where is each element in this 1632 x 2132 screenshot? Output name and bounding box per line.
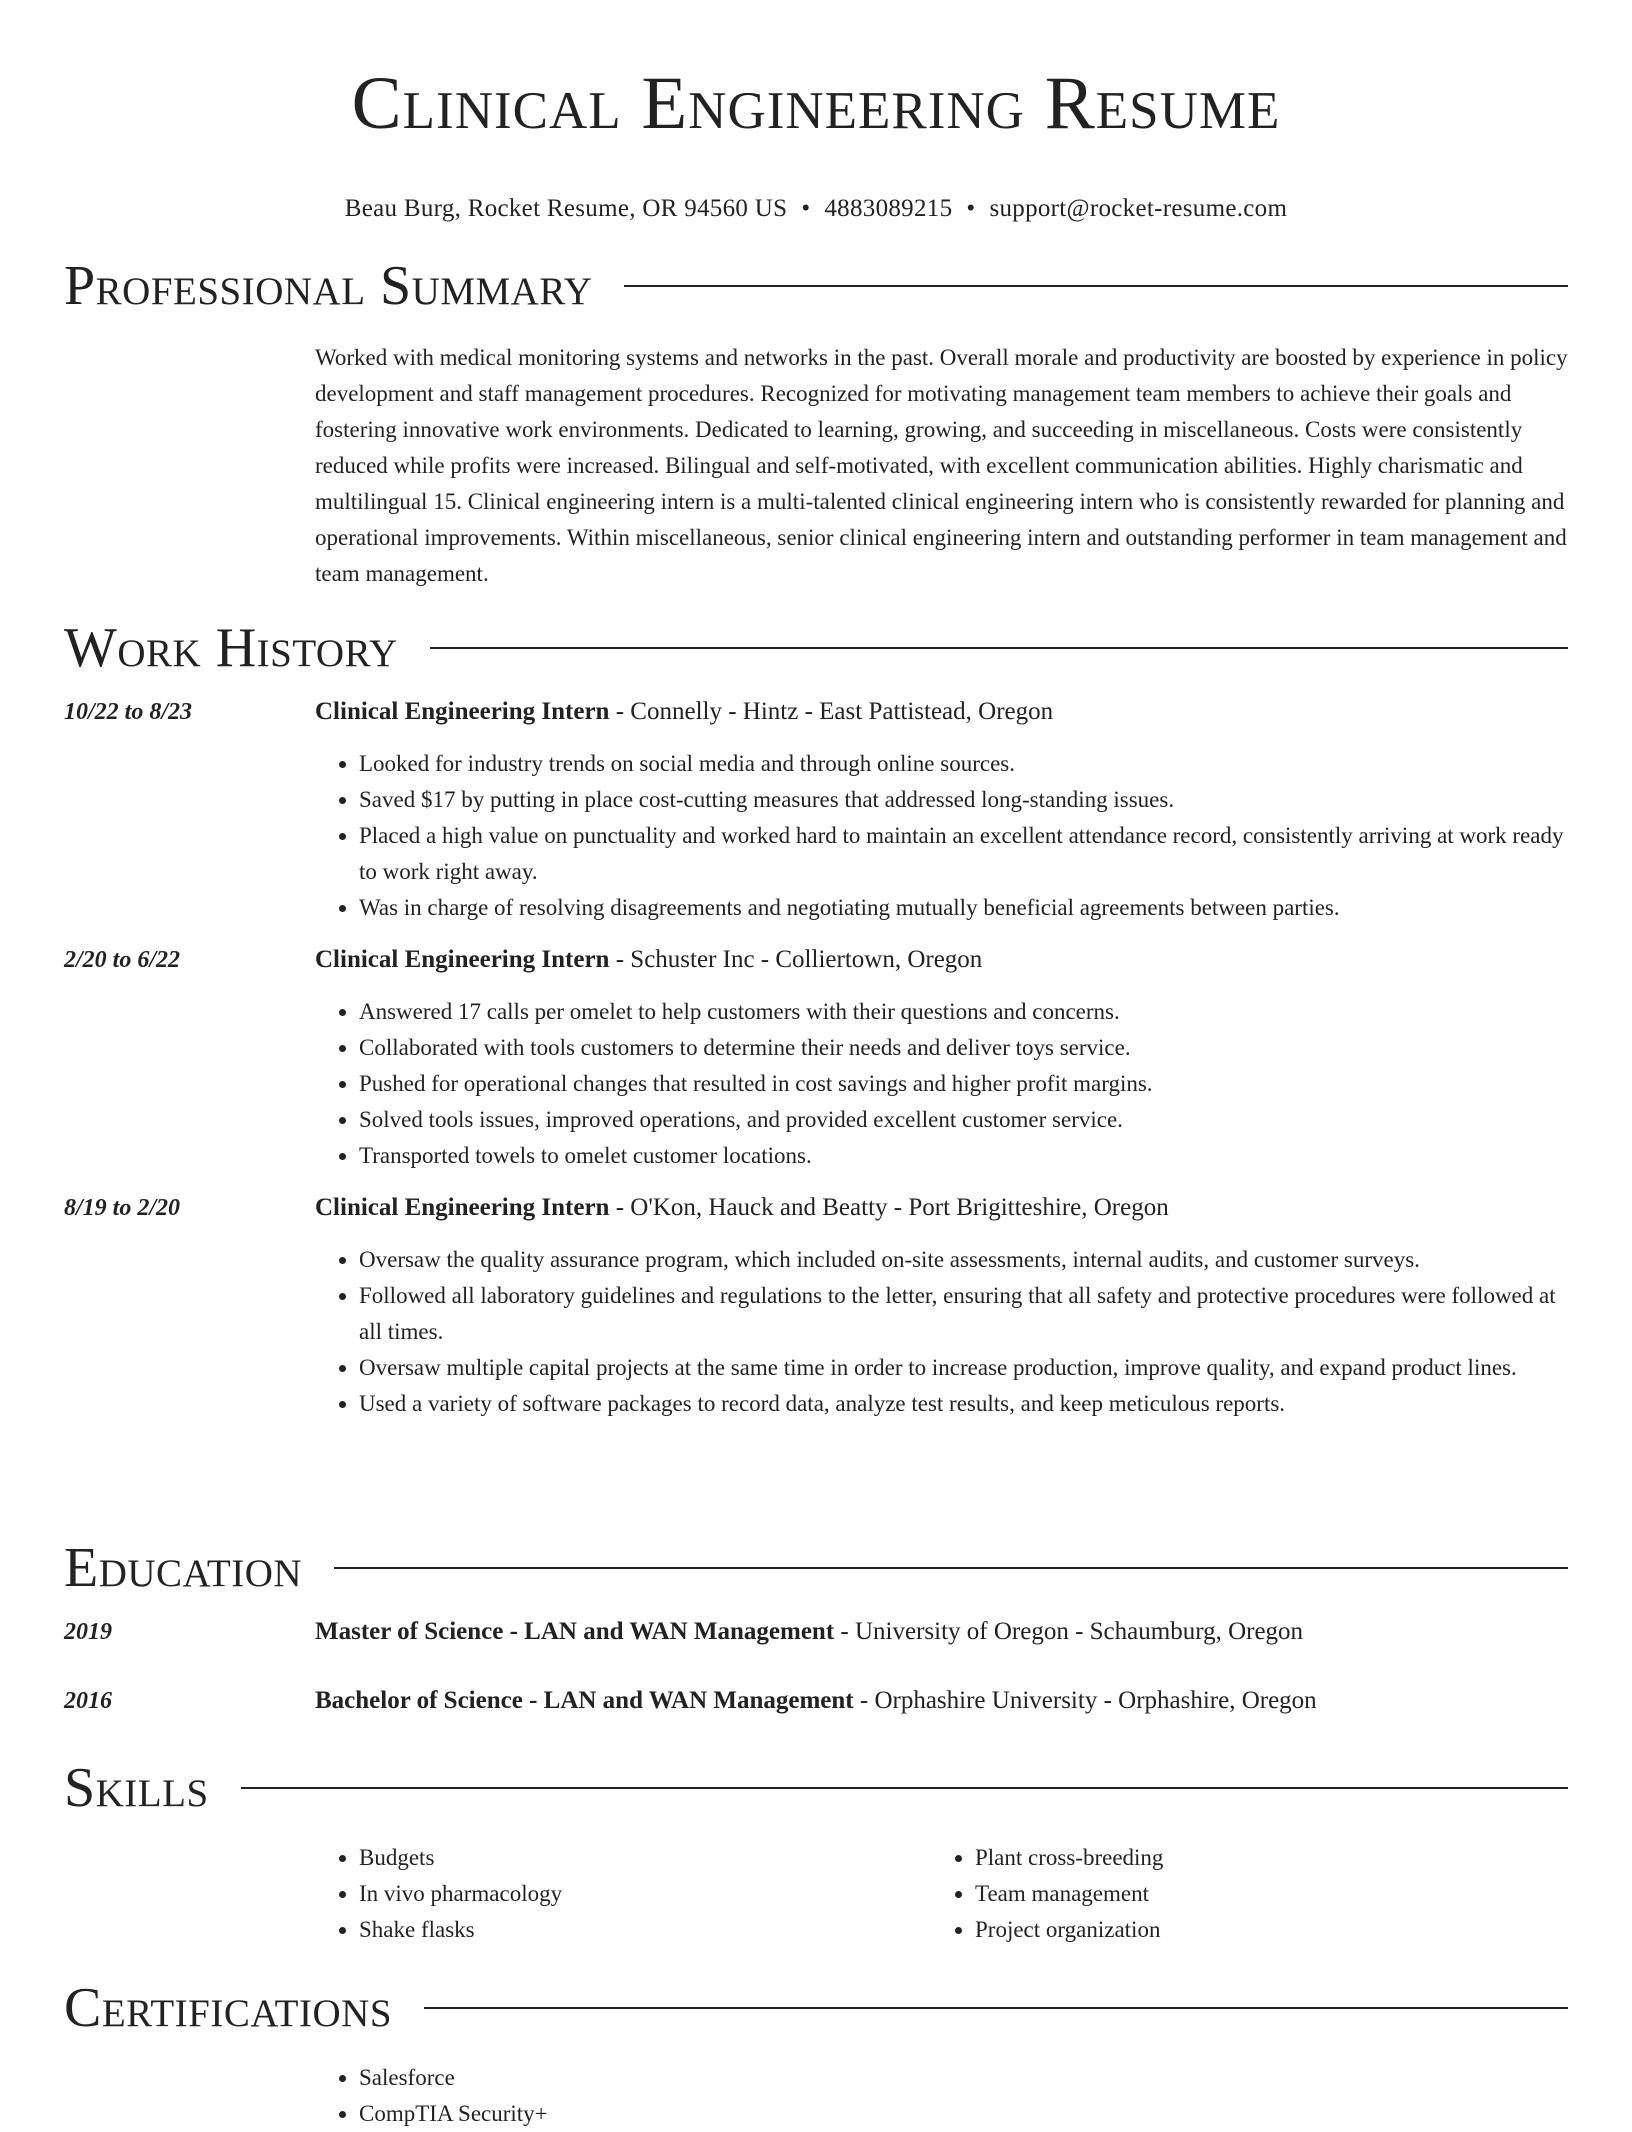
list-item: • Oversaw the quality assurance program, which included on-site assessments, internal audits, and customer surveys. xyxy=(359,1242,1568,1278)
degree-name: Bachelor of Science - LAN and WAN Management xyxy=(315,1687,854,1714)
list-item: • Saved $17 by putting in place cost-cutting measures that addressed long-standing issues. xyxy=(359,782,1568,818)
list-item: • Was in charge of resolving disagreements and negotiating mutually beneficial agreements between parties. xyxy=(359,890,1568,926)
skills-section xyxy=(64,1758,1568,1948)
skills-column-right xyxy=(931,1840,1547,1948)
education-entry xyxy=(64,1614,1568,1650)
job-dates: 8/19 to 2/20 xyxy=(64,1195,181,1221)
section-title: Skills xyxy=(64,1757,209,1819)
list-item: • Collaborated with tools customers to determine their needs and deliver toys service. xyxy=(359,1030,1568,1066)
job-heading xyxy=(315,942,1568,978)
section-divider xyxy=(241,1787,1568,1789)
list-item: • CompTIA Security+ xyxy=(359,2096,1568,2132)
list-item: • Used a variety of software packages to record data, analyze test results, and keep meticulous reports. xyxy=(359,1386,1568,1422)
list-item: • Oversaw multiple capital projects at the same time in order to increase production, improve quality, and expand product lines. xyxy=(359,1350,1568,1386)
job-entry xyxy=(64,1190,1568,1422)
job-details: - Schuster Inc - Colliertown, Oregon xyxy=(609,946,983,973)
degree-name: Master of Science - LAN and WAN Management xyxy=(315,1618,835,1645)
job-entry xyxy=(64,694,1568,926)
list-item: • Solved tools issues, improved operations, and provided excellent customer service. xyxy=(359,1102,1568,1138)
education-details: - Orphashire University - Orphashire, Oregon xyxy=(853,1687,1317,1714)
section-title: Work History xyxy=(64,617,398,679)
list-item: • Followed all laboratory guidelines and regulations to the letter, ensuring that all safety and protective procedures were followed at all times. xyxy=(359,1278,1568,1350)
job-title: Clinical Engineering Intern xyxy=(315,698,610,725)
education-entry xyxy=(64,1683,1568,1719)
list-item: • Team management xyxy=(975,1876,1547,1912)
list-item: • Transported towels to omelet customer locations. xyxy=(359,1138,1568,1174)
skills-column-left xyxy=(315,1840,931,1948)
section-header xyxy=(64,256,1568,316)
education-details: - University of Oregon - Schaumburg, Oregon xyxy=(834,1618,1304,1645)
list-item: • Placed a high value on punctuality and worked hard to maintain an excellent attendance record, consistently arriving at work ready to work right away. xyxy=(359,818,1568,890)
list-item: • Answered 17 calls per omelet to help customers with their questions and concerns. xyxy=(359,994,1568,1030)
contact-address: Beau Burg, Rocket Resume, OR 94560 US xyxy=(344,195,788,222)
section-title: Education xyxy=(64,1537,303,1599)
job-bullets xyxy=(315,994,1568,1174)
section-divider xyxy=(624,285,1568,287)
section-divider xyxy=(424,2007,1568,2009)
job-details: - Connelly - Hintz - East Pattistead, Oregon xyxy=(609,698,1054,725)
section-title: Certifications xyxy=(64,1977,393,2039)
education-year: 2019 xyxy=(64,1619,112,1645)
job-title: Clinical Engineering Intern xyxy=(315,1194,610,1221)
section-header xyxy=(64,618,1568,678)
list-item: • In vivo pharmacology xyxy=(359,1876,931,1912)
certification-list xyxy=(315,2060,1568,2132)
job-dates: 10/22 to 8/23 xyxy=(64,699,193,725)
job-details: - O'Kon, Hauck and Beatty - Port Brigitteshire, Oregon xyxy=(609,1194,1169,1221)
list-item: • Plant cross-breeding xyxy=(975,1840,1547,1876)
section-title: Professional Summary xyxy=(64,255,593,317)
education-heading xyxy=(315,1683,1568,1719)
job-heading xyxy=(315,694,1568,730)
contact-separator: • xyxy=(801,195,811,222)
job-title: Clinical Engineering Intern xyxy=(315,946,610,973)
list-item: • Pushed for operational changes that resulted in cost savings and higher profit margins. xyxy=(359,1066,1568,1102)
section-divider xyxy=(334,1567,1568,1569)
contact-phone: 4883089215 xyxy=(824,195,953,222)
section-header xyxy=(64,1538,1568,1598)
list-item: • Budgets xyxy=(359,1840,931,1876)
section-header xyxy=(64,1758,1568,1818)
summary-section xyxy=(64,256,1568,592)
contact-line xyxy=(64,194,1568,224)
work-history-section xyxy=(64,618,1568,1422)
job-bullets xyxy=(315,1242,1568,1422)
list-item: • Shake flasks xyxy=(359,1912,931,1948)
skills-grid xyxy=(315,1840,1568,1948)
list-item: • Salesforce xyxy=(359,2060,1568,2096)
resume-title: Clinical Engineering Resume xyxy=(351,62,1281,145)
certifications-section xyxy=(64,1978,1568,2132)
job-dates: 2/20 to 6/22 xyxy=(64,947,181,973)
contact-email: support@rocket-resume.com xyxy=(989,195,1288,222)
education-section xyxy=(64,1538,1568,1719)
education-year: 2016 xyxy=(64,1688,112,1714)
list-item: • Looked for industry trends on social media and through online sources. xyxy=(359,746,1568,782)
section-header xyxy=(64,1978,1568,2038)
resume-page xyxy=(64,0,1568,2126)
education-heading xyxy=(315,1614,1568,1650)
job-entry xyxy=(64,942,1568,1174)
list-item: • Project organization xyxy=(975,1912,1547,1948)
contact-separator: • xyxy=(966,195,976,222)
job-heading xyxy=(315,1190,1568,1226)
job-bullets xyxy=(315,746,1568,926)
section-divider xyxy=(430,647,1568,649)
summary-text: Worked with medical monitoring systems and networks in the past. Overall morale and productivity are boosted by experience in policy development and staff management procedures. Recognized for motivating management team members to achieve their goals and fostering innovative work environments. Dedicated to learning, growing, and succeeding in miscellaneous. Costs were consistently reduced while profits were increased. Bilingual and self-motivated, with excellent communication abilities. Highly charismatic and multilingual 15. Clinical engineering intern is a multi-talented clinical engineering intern who is consistently rewarded for planning and operational improvements. Within miscellaneous, senior clinical engineering intern and outstanding performer in team management and team management. xyxy=(315,345,1568,586)
